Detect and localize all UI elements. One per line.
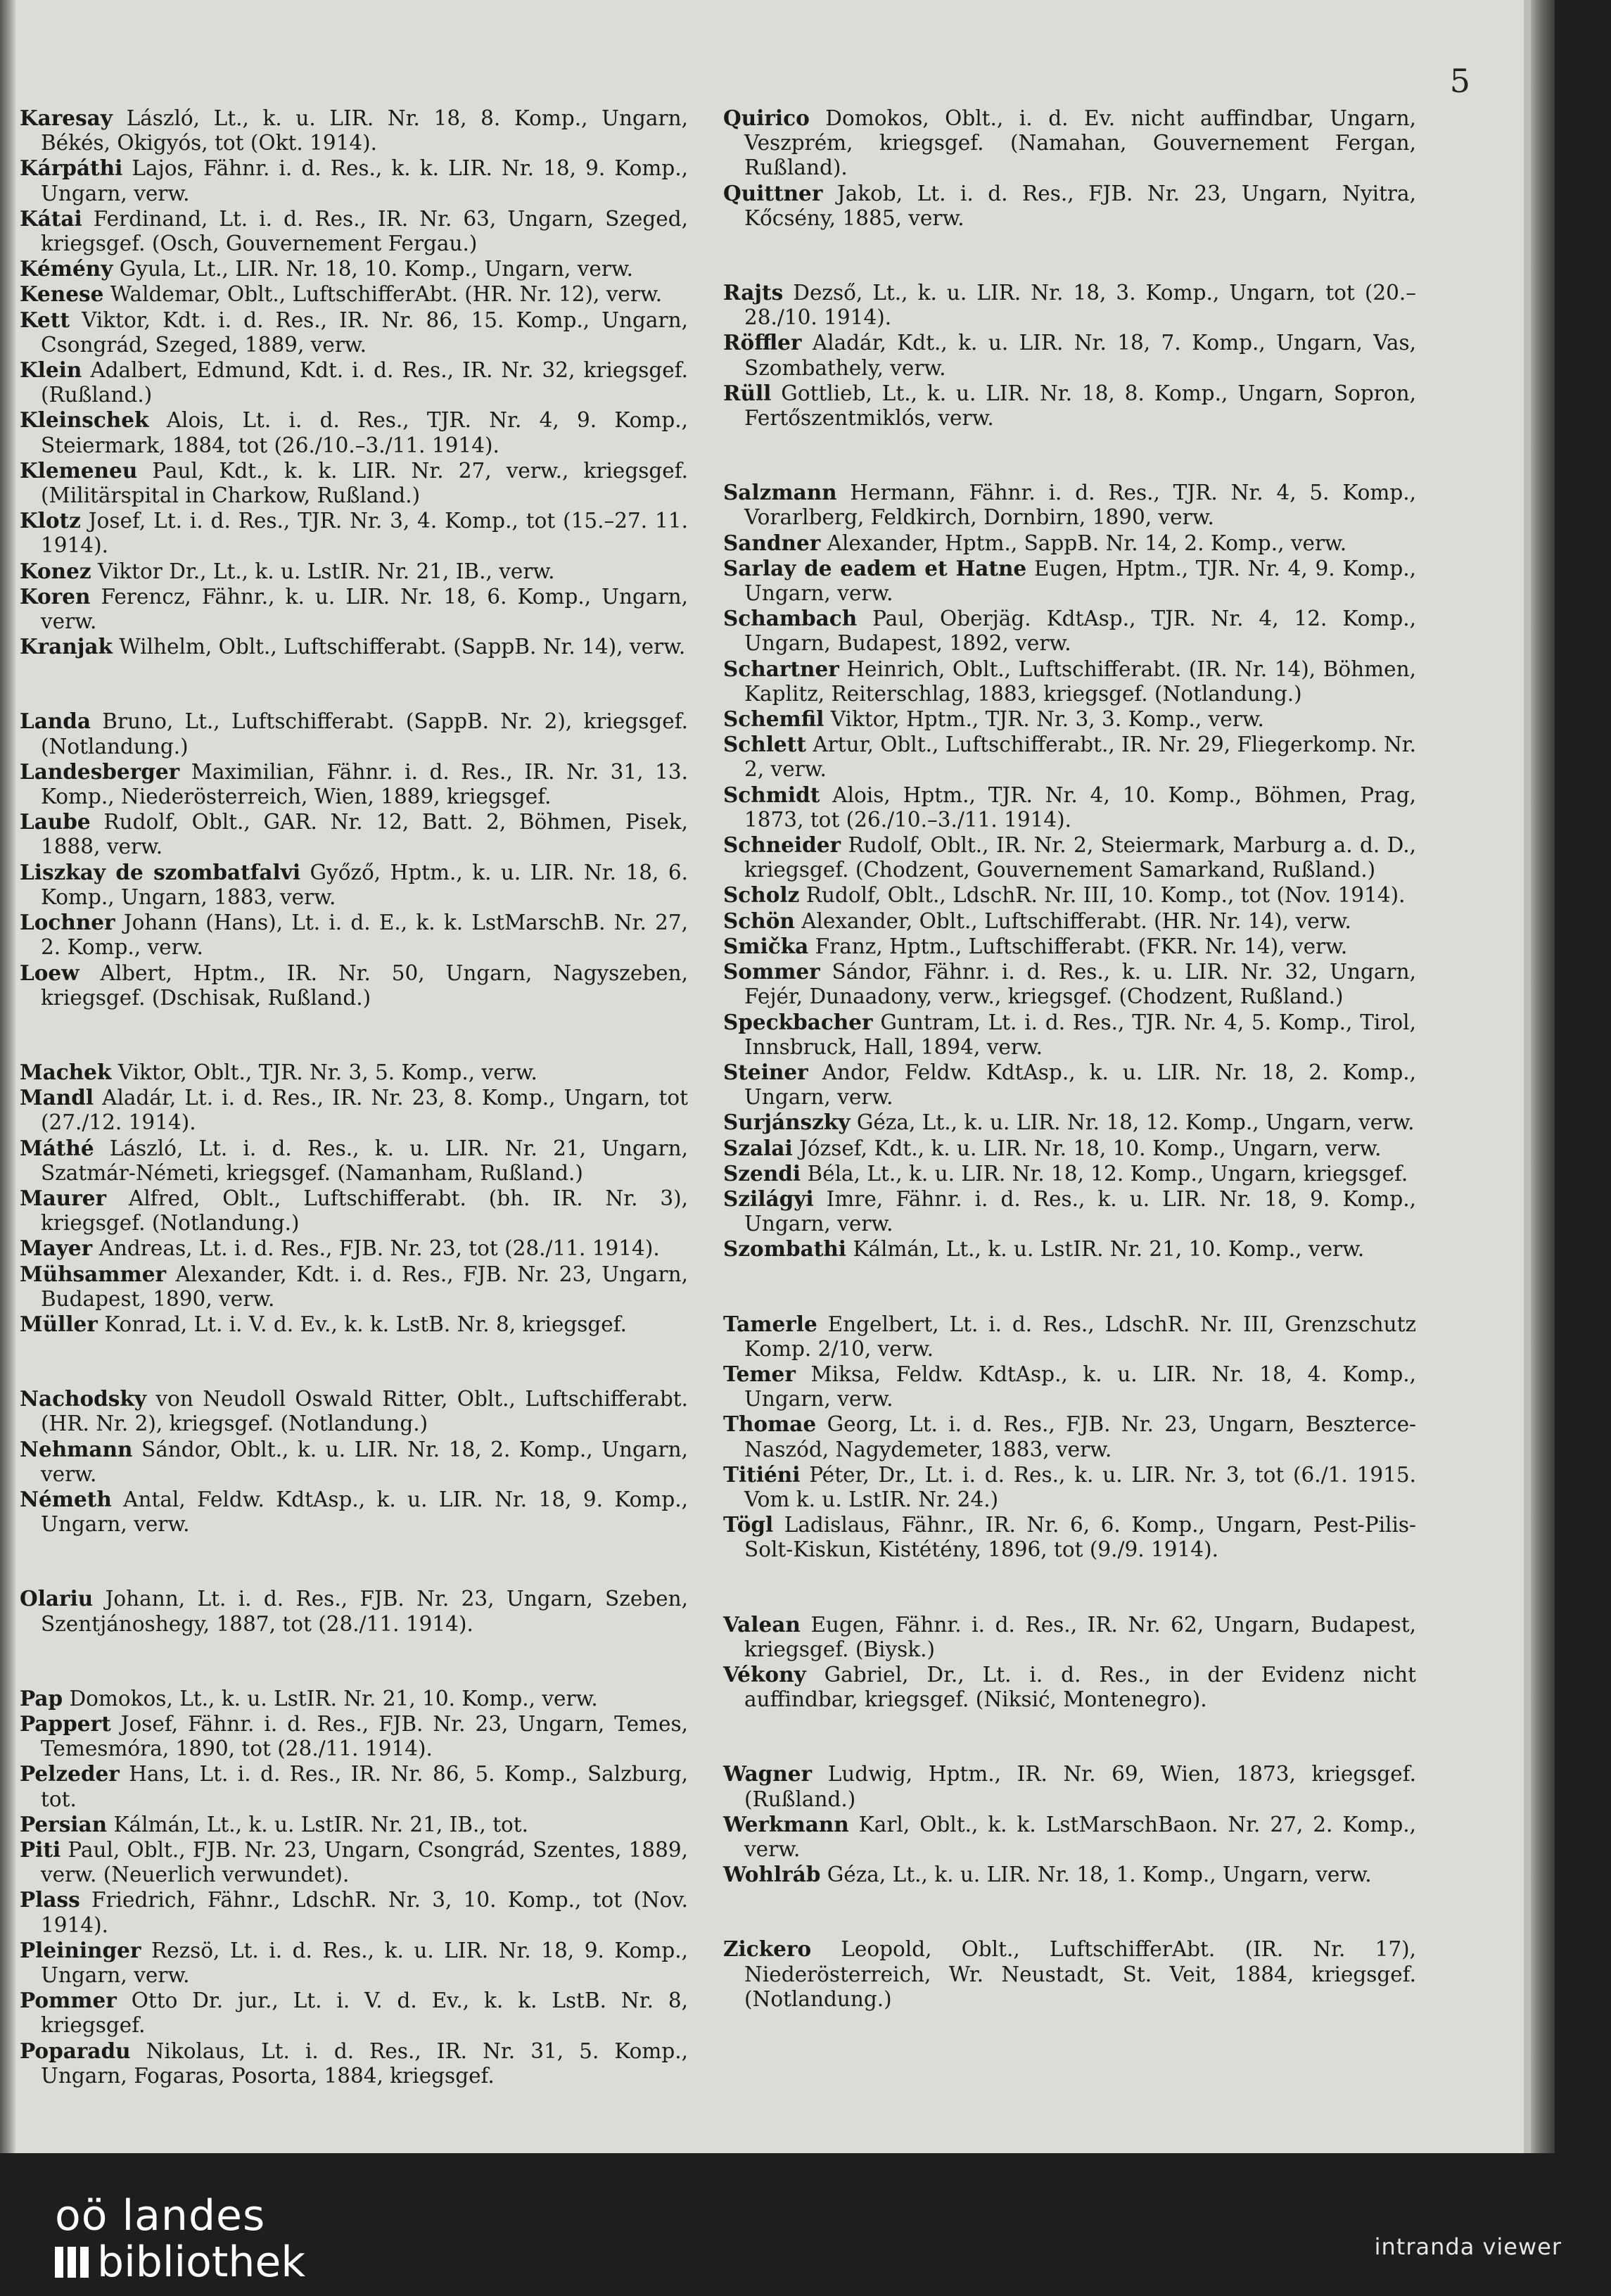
list-entry bbox=[723, 1010, 1416, 1060]
list-entry bbox=[20, 458, 688, 508]
entry-details: Albert, Hptm., IR. Nr. 50, Ungarn, Nagyszeben, kriegsgef. (Dschisak, Rußland.) bbox=[41, 960, 688, 1010]
entry-surname: Plass bbox=[20, 1887, 80, 1913]
list-entry bbox=[20, 1312, 688, 1337]
entry-surname: Mayer bbox=[20, 1236, 93, 1261]
entry-surname: Schambach bbox=[723, 606, 858, 631]
entry-surname: Szalai bbox=[723, 1135, 793, 1160]
list-entry bbox=[723, 106, 1416, 181]
entry-details: Leopold, Oblt., LuftschifferAbt. (IR. Nr. 17), Niederösterreich, Wr. Neustadt, St. Veit, 1884, kriegsgef. (Notlandung.) bbox=[744, 1937, 1416, 2011]
right-column bbox=[723, 106, 1416, 2012]
section-gap bbox=[723, 1563, 1416, 1612]
list-entry bbox=[723, 480, 1416, 530]
list-entry bbox=[20, 156, 688, 205]
entry-surname: Wagner bbox=[723, 1761, 813, 1787]
list-entry bbox=[20, 357, 688, 407]
list-entry bbox=[723, 1136, 1416, 1161]
entry-details: Andor, Feldw. KdtAsp., k. u. LIR. Nr. 18, 2. Komp., Ungarn, verw. bbox=[744, 1060, 1416, 1110]
entry-details: Friedrich, Fähnr., LdschR. Nr. 3, 10. Komp., tot (Nov. 1914). bbox=[41, 1888, 688, 1937]
list-entry bbox=[723, 706, 1416, 732]
entry-details: Paul, Oberjäg. KdtAsp., TJR. Nr. 4, 12. Komp., Ungarn, Budapest, 1892, verw. bbox=[744, 607, 1416, 656]
section-gap bbox=[723, 1887, 1416, 1936]
entry-surname: Liszkay de szombatfalvi bbox=[20, 859, 301, 884]
viewer-brand[interactable]: intranda viewer bbox=[1374, 2233, 1562, 2260]
entry-surname: Karesay bbox=[20, 106, 113, 130]
entry-details: Aladár, Lt. i. d. Res., IR. Nr. 23, 8. Komp., Ungarn, tot (27./12. 1914). bbox=[41, 1086, 688, 1135]
entry-surname: Pelzeder bbox=[20, 1761, 120, 1787]
entry-details: Győző, Hptm., k. u. LIR. Nr. 18, 6. Komp., Ungarn, 1883, verw. bbox=[41, 860, 688, 909]
entry-surname: Szendi bbox=[723, 1160, 801, 1186]
list-entry bbox=[723, 1362, 1416, 1412]
entry-details: Maximilian, Fähnr. i. d. Res., IR. Nr. 31, 13. Komp., Niederösterreich, Wien, 1889, kriegsgef. bbox=[41, 759, 688, 809]
entry-surname: Schneider bbox=[723, 832, 841, 858]
entry-details: Eugen, Fähnr. i. d. Res., IR. Nr. 62, Ungarn, Budapest, kriegsgef. (Biysk.) bbox=[744, 1612, 1416, 1661]
entry-details: Ludwig, Hptm., IR. Nr. 69, Wien, 1873, kriegsgef. (Rußland.) bbox=[744, 1762, 1416, 1811]
entry-surname: Vékony bbox=[723, 1661, 806, 1687]
entry-details: Kálmán, Lt., k. u. LstIR. Nr. 21, IB., tot. bbox=[107, 1812, 529, 1837]
entry-surname: Kenese bbox=[20, 281, 104, 307]
list-entry bbox=[723, 1186, 1416, 1236]
entry-details: Josef, Fähnr. i. d. Res., FJB. Nr. 23, Ungarn, Temes, Temesmóra, 1890, tot (28./11. 1914). bbox=[41, 1711, 688, 1761]
list-entry bbox=[20, 2038, 688, 2088]
entry-surname: Sommer bbox=[723, 959, 820, 984]
entry-surname: Klotz bbox=[20, 508, 81, 533]
entry-details: Aladár, Kdt., k. u. LIR. Nr. 18, 7. Komp., Ungarn, Vas, Szombathely, verw. bbox=[744, 331, 1416, 380]
list-entry bbox=[20, 1761, 688, 1811]
entry-surname: Landa bbox=[20, 709, 91, 734]
entry-surname: Szombathi bbox=[723, 1236, 846, 1262]
entry-surname: Quirico bbox=[723, 106, 810, 130]
entry-surname: Schmidt bbox=[723, 782, 820, 807]
list-entry bbox=[20, 809, 688, 859]
entry-surname: Kémény bbox=[20, 256, 113, 281]
section-gap bbox=[20, 659, 688, 709]
list-entry bbox=[20, 1186, 688, 1236]
entry-surname: Schön bbox=[723, 908, 795, 933]
entry-surname: Steiner bbox=[723, 1059, 808, 1084]
entry-surname: Titiéni bbox=[723, 1461, 801, 1487]
entry-details: Paul, Oblt., FJB. Nr. 23, Ungarn, Csongrád, Szentes, 1889, verw. (Neuerlich verwundet). bbox=[41, 1837, 688, 1887]
entry-details: Artur, Oblt., Luftschifferabt., IR. Nr. 29, Fliegerkomp. Nr. 2, verw. bbox=[744, 732, 1417, 782]
list-entry bbox=[723, 181, 1416, 231]
list-entry bbox=[20, 508, 688, 558]
list-entry bbox=[20, 1887, 688, 1937]
entry-details: Alexander, Oblt., Luftschifferabt. (HR. Nr. 14), verw. bbox=[794, 908, 1351, 933]
section-gap bbox=[20, 1537, 688, 1586]
entry-details: Georg, Lt. i. d. Res., FJB. Nr. 23, Ungarn, Beszterce-Naszód, Nagydemeter, 1883, verw. bbox=[744, 1412, 1416, 1461]
entry-details: Ferencz, Fähnr., k. u. LIR. Nr. 18, 6. Komp., Ungarn, verw. bbox=[41, 584, 688, 634]
entry-surname: Speckbacher bbox=[723, 1009, 873, 1034]
entry-surname: Konez bbox=[20, 558, 91, 583]
section-gap bbox=[723, 231, 1416, 280]
section-gap bbox=[20, 1337, 688, 1386]
list-entry bbox=[723, 531, 1416, 556]
list-entry bbox=[723, 959, 1416, 1009]
entry-surname: Schemfil bbox=[723, 706, 824, 732]
entry-details: Ladislaus, Fähnr., IR. Nr. 6, 6. Komp., Ungarn, Pest-Pilis-Solt-Kiskun, Kistétény, 1896, tot (9./9. 1914). bbox=[744, 1513, 1416, 1562]
logo-text-top: oö landes bbox=[55, 2191, 266, 2240]
entry-surname: Maurer bbox=[20, 1185, 107, 1210]
list-entry bbox=[20, 559, 688, 584]
entry-details: Antal, Feldw. KdtAsp., k. u. LIR. Nr. 18, 9. Komp., Ungarn, verw. bbox=[41, 1487, 688, 1537]
entry-surname: Nachodsky bbox=[20, 1386, 146, 1412]
entry-details: Kálmán, Lt., k. u. LstIR. Nr. 21, 10. Komp., verw. bbox=[846, 1237, 1365, 1262]
entry-details: Domokos, Lt., k. u. LstIR. Nr. 21, 10. Komp., verw. bbox=[63, 1686, 598, 1711]
entry-surname: Tögl bbox=[723, 1512, 774, 1537]
list-entry bbox=[723, 280, 1416, 330]
list-entry bbox=[20, 281, 688, 307]
entry-surname: Kátai bbox=[20, 205, 82, 231]
entry-surname: Klein bbox=[20, 357, 82, 383]
entry-surname: Rajts bbox=[723, 280, 784, 305]
entry-surname: Kett bbox=[20, 307, 70, 332]
entry-surname: Salzmann bbox=[723, 480, 837, 505]
entry-surname: Mühsammer bbox=[20, 1261, 167, 1286]
page-number: 5 bbox=[1449, 62, 1470, 100]
book-edge bbox=[1531, 0, 1555, 2153]
entry-details: Engelbert, Lt. i. d. Res., LdschR. Nr. III, Grenzschutz Komp. 2/10, verw. bbox=[744, 1312, 1416, 1361]
entry-surname: Kleinschek bbox=[20, 407, 149, 433]
entry-details: Ferdinand, Lt. i. d. Res., IR. Nr. 63, Ungarn, Szeged, kriegsgef. (Osch, Gouvernement Fergau.) bbox=[41, 206, 688, 256]
entry-surname: Piti bbox=[20, 1837, 61, 1862]
list-entry bbox=[723, 882, 1416, 908]
entry-details: Heinrich, Oblt., Luftschifferabt. (IR. Nr. 14), Böhmen, Kaplitz, Reiterschlag, 1883, kriegsgef. (Notlandung.) bbox=[744, 657, 1416, 706]
entry-details: Johann, Lt. i. d. Res., FJB. Nr. 23, Ungarn, Szeben, Szentjánoshegy, 1887, tot (28./11. 1914). bbox=[41, 1587, 688, 1636]
entry-surname: Mandl bbox=[20, 1085, 94, 1110]
list-entry bbox=[20, 1386, 688, 1436]
entry-details: Bruno, Lt., Luftschifferabt. (SappB. Nr. 2), kriegsgef. (Notlandung.) bbox=[41, 709, 688, 759]
list-entry bbox=[723, 832, 1416, 882]
entry-surname: Koren bbox=[20, 583, 91, 609]
entry-details: Josef, Lt. i. d. Res., TJR. Nr. 3, 4. Komp., tot (15.–27. 11. 1914). bbox=[41, 509, 688, 558]
list-entry bbox=[20, 256, 688, 281]
section-gap bbox=[723, 1262, 1416, 1312]
list-entry bbox=[723, 1936, 1416, 2012]
list-entry bbox=[723, 908, 1416, 934]
entry-details: Sándor, Fähnr. i. d. Res., k. u. LIR. Nr. 32, Ungarn, Fejér, Dunaadony, verw., kriegsgef. (Chodzent, Rußland.) bbox=[744, 960, 1416, 1009]
list-entry bbox=[723, 1761, 1416, 1811]
entry-surname: Lochner bbox=[20, 910, 115, 935]
entry-surname: Valean bbox=[723, 1611, 801, 1637]
entry-details: Guntram, Lt. i. d. Res., TJR. Nr. 4, 5. Komp., Tirol, Innsbruck, Hall, 1894, verw. bbox=[744, 1010, 1416, 1059]
list-entry bbox=[723, 732, 1416, 782]
list-entry bbox=[20, 1586, 688, 1636]
entry-details: Alois, Lt. i. d. Res., TJR. Nr. 4, 9. Komp., Steiermark, 1884, tot (26./10.–3./11. 1914). bbox=[41, 408, 688, 457]
section-gap bbox=[723, 431, 1416, 480]
entry-details: Jakob, Lt. i. d. Res., FJB. Nr. 23, Ungarn, Nyitra, Kőcsény, 1885, verw. bbox=[744, 181, 1416, 230]
list-entry bbox=[20, 1262, 688, 1312]
entry-details: Rezsö, Lt. i. d. Res., k. u. LIR. Nr. 18, 9. Komp., Ungarn, verw. bbox=[41, 1938, 688, 1987]
list-entry bbox=[723, 1662, 1416, 1712]
logo-bars-icon bbox=[55, 2247, 89, 2278]
entry-details: Viktor, Hptm., TJR. Nr. 3, 3. Komp., verw. bbox=[824, 707, 1264, 732]
list-entry bbox=[20, 1437, 688, 1487]
entry-surname: Schartner bbox=[723, 656, 839, 681]
entry-surname: Pommer bbox=[20, 1988, 117, 2013]
list-entry bbox=[723, 1612, 1416, 1662]
entry-details: Alexander, Hptm., SappB. Nr. 14, 2. Komp., verw. bbox=[820, 531, 1347, 555]
logo-text-bottom: bibliothek bbox=[97, 2238, 306, 2287]
list-entry bbox=[20, 584, 688, 634]
entry-surname: Poparadu bbox=[20, 2038, 131, 2063]
list-entry bbox=[723, 1060, 1416, 1110]
list-entry bbox=[20, 860, 688, 910]
entry-details: Géza, Lt., k. u. LIR. Nr. 18, 1. Komp., Ungarn, verw. bbox=[820, 1863, 1372, 1887]
entry-surname: Máthé bbox=[20, 1135, 94, 1160]
section-gap bbox=[723, 1712, 1416, 1761]
entry-details: Franz, Hptm., Luftschifferabt. (FKR. Nr. 14), verw. bbox=[808, 934, 1348, 958]
entry-surname: Scholz bbox=[723, 882, 800, 908]
entry-surname: Loew bbox=[20, 960, 79, 985]
list-entry bbox=[20, 1085, 688, 1135]
entry-details: Lajos, Fähnr. i. d. Res., k. k. LIR. Nr. 18, 9. Komp., Ungarn, verw. bbox=[41, 156, 688, 205]
entry-surname: Klemeneu bbox=[20, 457, 138, 483]
entry-surname: Olariu bbox=[20, 1586, 94, 1611]
entry-surname: Pappert bbox=[20, 1711, 111, 1736]
list-entry bbox=[20, 1988, 688, 2038]
entry-details: Viktor Dr., Lt., k. u. LstIR. Nr. 21, IB., verw. bbox=[91, 559, 555, 583]
list-entry bbox=[20, 1812, 688, 1837]
list-entry bbox=[723, 330, 1416, 380]
list-entry bbox=[20, 1837, 688, 1887]
entry-details: Imre, Fähnr. i. d. Res., k. u. LIR. Nr. 18, 9. Komp., Ungarn, verw. bbox=[744, 1186, 1416, 1236]
list-entry bbox=[20, 709, 688, 759]
entry-details: Otto Dr. jur., Lt. i. V. d. Ev., k. k. LstB. Nr. 8, kriegsgef. bbox=[41, 1989, 688, 2038]
entry-details: Rudolf, Oblt., IR. Nr. 2, Steiermark, Marburg a. d. D., kriegsgef. (Chodzent, Gouvernement Samarkand, Rußland.) bbox=[744, 833, 1416, 882]
entry-surname: Müller bbox=[20, 1311, 98, 1336]
entry-surname: Quittner bbox=[723, 180, 823, 205]
list-entry bbox=[723, 1236, 1416, 1262]
entry-surname: Laube bbox=[20, 809, 91, 835]
entry-details: Konrad, Lt. i. V. d. Ev., k. k. LstB. Nr. 8, kriegsgef. bbox=[97, 1312, 628, 1336]
page-edge bbox=[1524, 0, 1531, 2153]
entry-details: László, Lt. i. d. Res., k. u. LIR. Nr. 21, Ungarn, Szatmár-Németi, kriegsgef. (Namanham, Rußland.) bbox=[41, 1136, 688, 1185]
entry-details: László, Lt., k. u. LIR. Nr. 18, 8. Komp., Ungarn, Békés, Okigyós, tot (Okt. 1914). bbox=[41, 106, 688, 156]
entry-surname: Persian bbox=[20, 1811, 108, 1837]
list-entry bbox=[723, 1161, 1416, 1186]
list-entry bbox=[20, 106, 688, 156]
entry-details: Béla, Lt., k. u. LIR. Nr. 18, 12. Komp., Ungarn, kriegsgef. bbox=[801, 1161, 1408, 1186]
entry-surname: Sandner bbox=[723, 530, 821, 555]
entry-details: Péter, Dr., Lt. i. d. Res., k. u. LIR. Nr. 3, tot (6./1. 1915. Vom k. u. LstIR. Nr. 24.) bbox=[744, 1462, 1416, 1511]
entry-details: Gottlieb, Lt., k. u. LIR. Nr. 18, 8. Komp., Ungarn, Sopron, Fertőszentmiklós, verw. bbox=[744, 381, 1416, 431]
list-entry bbox=[723, 381, 1416, 431]
viewer-footer bbox=[0, 2153, 1611, 2296]
entry-details: Miksa, Feldw. KdtAsp., k. u. LIR. Nr. 18, 4. Komp., Ungarn, verw. bbox=[744, 1362, 1416, 1412]
entry-details: Dezső, Lt., k. u. LIR. Nr. 18, 3. Komp., Ungarn, tot (20.–28./10. 1914). bbox=[744, 281, 1416, 330]
list-entry bbox=[20, 1136, 688, 1186]
entry-surname: Schlett bbox=[723, 732, 806, 757]
list-entry bbox=[20, 1487, 688, 1537]
entry-details: Andreas, Lt. i. d. Res., FJB. Nr. 23, tot (28./11. 1914). bbox=[92, 1236, 660, 1261]
entry-details: von Neudoll Oswald Ritter, Oblt., Luftschifferabt. (HR. Nr. 2), kriegsgef. (Notlandung.) bbox=[41, 1387, 688, 1436]
entry-details: Rudolf, Oblt., LdschR. Nr. III, 10. Komp., tot (Nov. 1914). bbox=[799, 883, 1406, 908]
library-logo[interactable] bbox=[55, 2193, 305, 2285]
entry-surname: Zickero bbox=[723, 1936, 812, 1962]
entry-details: Adalbert, Edmund, Kdt. i. d. Res., IR. Nr. 32, kriegsgef. (Rußland.) bbox=[41, 358, 688, 407]
entry-surname: Pap bbox=[20, 1685, 63, 1711]
list-entry bbox=[723, 1512, 1416, 1562]
entry-details: Alfred, Oblt., Luftschifferabt. (bh. IR. Nr. 3), kriegsgef. (Notlandung.) bbox=[41, 1186, 688, 1236]
list-entry bbox=[723, 1812, 1416, 1862]
list-entry bbox=[723, 1862, 1416, 1887]
entry-details: Géza, Lt., k. u. LIR. Nr. 18, 12. Komp., Ungarn, verw. bbox=[850, 1110, 1415, 1135]
entry-details: Paul, Kdt., k. k. LIR. Nr. 27, verw., kriegsgef. (Militärspital in Charkow, Rußland.) bbox=[41, 458, 688, 508]
binding-edge bbox=[0, 0, 15, 2153]
list-entry bbox=[20, 759, 688, 809]
entry-surname: Németh bbox=[20, 1486, 112, 1511]
left-column bbox=[20, 106, 688, 2088]
list-entry bbox=[20, 307, 688, 357]
entry-surname: Kárpáthi bbox=[20, 156, 123, 181]
list-entry bbox=[20, 960, 688, 1010]
list-entry bbox=[20, 910, 688, 960]
entry-surname: Smička bbox=[723, 933, 809, 958]
entry-surname: Landesberger bbox=[20, 759, 180, 784]
section-gap bbox=[20, 1010, 688, 1060]
list-entry bbox=[723, 1412, 1416, 1461]
entry-details: Viktor, Oblt., TJR. Nr. 3, 5. Komp., verw. bbox=[111, 1060, 537, 1084]
section-gap bbox=[20, 1637, 688, 1686]
list-entry bbox=[20, 206, 688, 256]
list-entry bbox=[20, 634, 688, 659]
entry-details: Sándor, Oblt., k. u. LIR. Nr. 18, 2. Komp., Ungarn, verw. bbox=[41, 1437, 688, 1486]
entry-details: Domokos, Oblt., i. d. Ev. nicht auffindbar, Ungarn, Veszprém, kriegsgef. (Namahan, Gouvernement Fergan, Rußland). bbox=[744, 106, 1416, 180]
list-entry bbox=[20, 1938, 688, 1988]
entry-details: Wilhelm, Oblt., Luftschifferabt. (SappB. Nr. 14), verw. bbox=[112, 635, 686, 659]
entry-details: Waldemar, Oblt., LuftschifferAbt. (HR. Nr. 12), verw. bbox=[103, 282, 663, 307]
entry-surname: Machek bbox=[20, 1059, 112, 1084]
list-entry bbox=[723, 1462, 1416, 1512]
entry-details: Viktor, Kdt. i. d. Res., IR. Nr. 86, 15. Komp., Ungarn, Csongrád, Szeged, 1889, verw. bbox=[41, 307, 688, 357]
entry-surname: Pleininger bbox=[20, 1937, 141, 1962]
entry-details: Alexander, Kdt. i. d. Res., FJB. Nr. 23, Ungarn, Budapest, 1890, verw. bbox=[41, 1262, 688, 1311]
entry-details: Hans, Lt. i. d. Res., IR. Nr. 86, 5. Komp., Salzburg, tot. bbox=[41, 1762, 688, 1811]
list-entry bbox=[723, 556, 1416, 606]
entry-surname: Sarlay de eadem et Hatne bbox=[723, 555, 1027, 581]
entry-surname: Temer bbox=[723, 1361, 796, 1386]
entry-surname: Tamerle bbox=[723, 1311, 817, 1336]
list-entry bbox=[723, 934, 1416, 959]
entry-surname: Thomae bbox=[723, 1412, 817, 1437]
entry-details: Nikolaus, Lt. i. d. Res., IR. Nr. 31, 5. Komp., Ungarn, Fogaras, Posorta, 1884, kriegsgef. bbox=[41, 2038, 688, 2088]
entry-details: Karl, Oblt., k. k. LstMarschBaon. Nr. 27, 2. Komp., verw. bbox=[744, 1812, 1416, 1861]
list-entry bbox=[723, 606, 1416, 656]
entry-details: Gabriel, Dr., Lt. i. d. Res., in der Evidenz nicht auffindbar, kriegsgef. (Niksić, Montenegro). bbox=[744, 1662, 1416, 1712]
list-entry bbox=[20, 1060, 688, 1085]
entry-details: Rudolf, Oblt., GAR. Nr. 12, Batt. 2, Böhmen, Pisek, 1888, verw. bbox=[41, 810, 688, 859]
list-entry bbox=[723, 782, 1416, 832]
entry-surname: Rüll bbox=[723, 380, 772, 405]
list-entry bbox=[20, 1711, 688, 1761]
list-entry bbox=[723, 1110, 1416, 1135]
list-entry bbox=[20, 407, 688, 457]
entry-surname: Werkmann bbox=[723, 1811, 849, 1837]
entry-surname: Nehmann bbox=[20, 1436, 133, 1461]
list-entry bbox=[20, 1236, 688, 1261]
list-entry bbox=[723, 657, 1416, 706]
entry-details: Alois, Hptm., TJR. Nr. 4, 10. Komp., Böhmen, Prag, 1873, tot (26./10.–3./11. 1914). bbox=[744, 782, 1416, 832]
entry-surname: Szilágyi bbox=[723, 1186, 814, 1211]
entry-details: Johann (Hans), Lt. i. d. E., k. k. LstMarschB. Nr. 27, 2. Komp., verw. bbox=[41, 911, 688, 960]
entry-surname: Surjánszky bbox=[723, 1110, 851, 1135]
entry-details: Eugen, Hptm., TJR. Nr. 4, 9. Komp., Ungarn, verw. bbox=[744, 556, 1417, 606]
entry-details: József, Kdt., k. u. LIR. Nr. 18, 10. Komp., Ungarn, verw. bbox=[792, 1136, 1382, 1160]
entry-surname: Kranjak bbox=[20, 634, 113, 659]
entry-details: Hermann, Fähnr. i. d. Res., TJR. Nr. 4, 5. Komp., Vorarlberg, Feldkirch, Dornbirn, 1890, verw. bbox=[744, 481, 1416, 530]
entry-details: Gyula, Lt., LIR. Nr. 18, 10. Komp., Ungarn, verw. bbox=[113, 257, 634, 281]
list-entry bbox=[723, 1312, 1416, 1362]
entry-surname: Röffler bbox=[723, 330, 802, 355]
list-entry bbox=[20, 1686, 688, 1711]
entry-surname: Wohlráb bbox=[723, 1862, 821, 1887]
